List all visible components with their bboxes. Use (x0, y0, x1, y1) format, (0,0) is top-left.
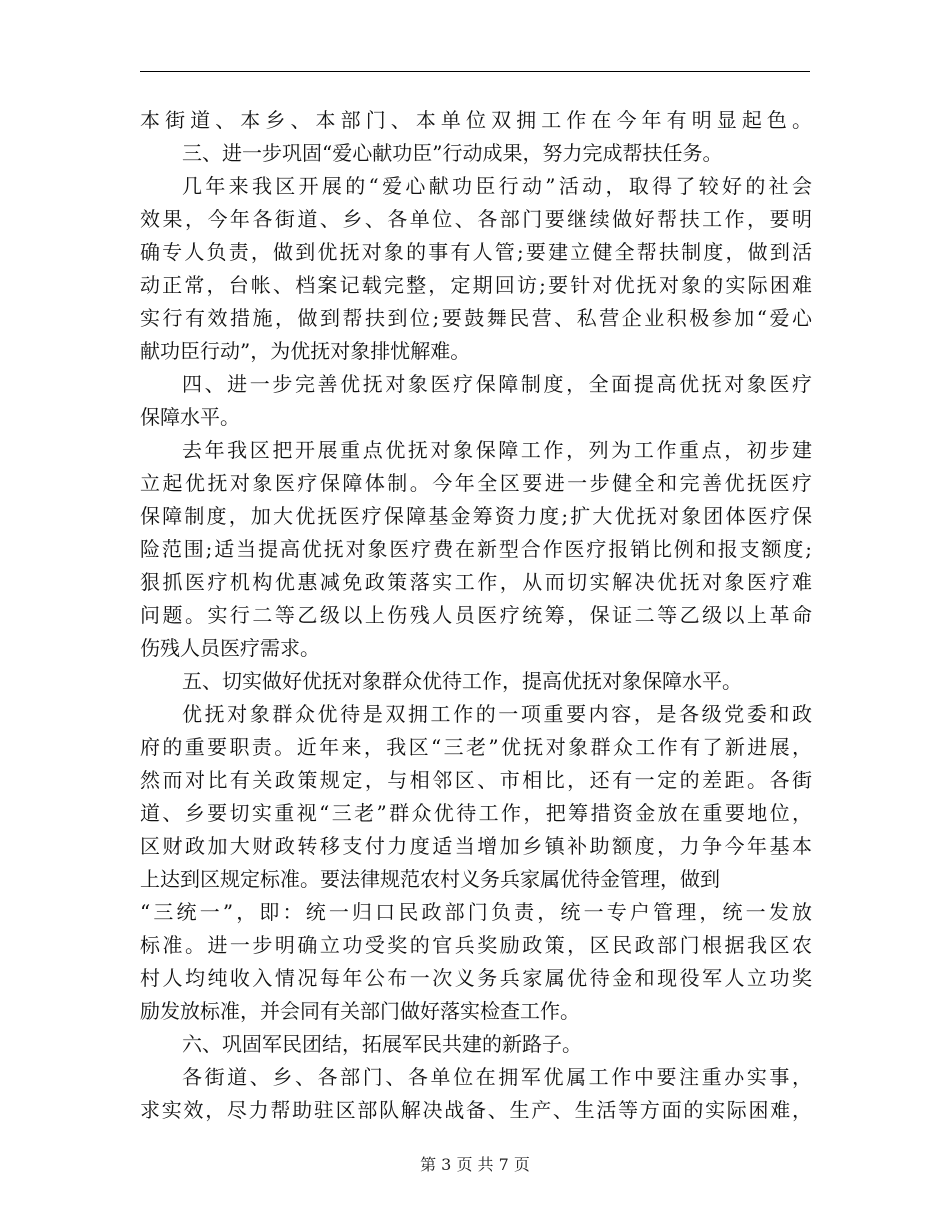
text-line: 府的重要职责。近年来，我区“三老”优抚对象群众工作有了新进展， (140, 735, 812, 759)
text-line: 献功臣行动”，为优抚对象排忧解难。 (140, 339, 471, 363)
text-line: 然而对比有关政策规定，与相邻区、市相比，还有一定的差距。各街 (140, 768, 812, 792)
text-line: 上达到区规定标准。要法律规范农村义务兵家属优待金管理，做到 (140, 867, 720, 891)
text-line: 标准。进一步明确立功受奖的官兵奖励政策，区民政部门根据我区农 (140, 933, 812, 957)
text-line: 效果，今年各街道、乡、各单位、各部门要继续做好帮扶工作，要明 (140, 207, 812, 231)
section-heading: 保障水平。 (140, 405, 240, 429)
page-footer (0, 1152, 950, 1175)
text-line: 确专人负责，做到优抚对象的事有人管;要建立健全帮扶制度，做到活 (140, 240, 812, 264)
text-line: 求实效，尽力帮助驻区部队解决战备、生产、生活等方面的实际困难， (140, 1098, 812, 1122)
text-line: 道、乡要切实重视“三老”群众优待工作，把筹措资金放在重要地位， (140, 801, 812, 825)
header-rule (140, 71, 810, 72)
text-line: 去年我区把开展重点优抚对象保障工作，列为工作重点，初步建 (182, 438, 812, 462)
text-line: 村人均纯收入情况每年公布一次义务兵家属优待金和现役军人立功奖 (140, 966, 812, 990)
text-line: “三统一”，即：统一归口民政部门负责，统一专户管理，统一发放 (140, 900, 812, 924)
section-heading: 三、进一步巩固“爱心献功臣”行动成果，努力完成帮扶任务。 (182, 141, 723, 165)
text-line: 伤残人员医疗需求。 (140, 636, 320, 660)
text-line: 动正常，台帐、档案记载完整，定期回访;要针对优抚对象的实际困难 (140, 273, 812, 297)
page-number-label: 第 3 页 共 7 页 (420, 1155, 530, 1174)
section-heading: 六、巩固军民团结，拓展军民共建的新路子。 (182, 1032, 582, 1056)
text-line: 险范围;适当提高优抚对象医疗费在新型合作医疗报销比例和报支额度; (140, 537, 812, 561)
text-line: 各街道、乡、各部门、各单位在拥军优属工作中要注重办实事， (182, 1065, 812, 1089)
text-line: 几年来我区开展的“爱心献功臣行动”活动，取得了较好的社会 (182, 174, 812, 198)
text-line: 问题。实行二等乙级以上伤残人员医疗统筹，保证二等乙级以上革命 (140, 603, 812, 627)
text-line: 优抚对象群众优待是双拥工作的一项重要内容，是各级党委和政 (182, 702, 812, 726)
text-line: 本街道、本乡、本部门、本单位双拥工作在今年有明显起色。 (140, 108, 812, 132)
text-line: 区财政加大财政转移支付力度适当增加乡镇补助额度，力争今年基本 (140, 834, 812, 858)
text-line: 狠抓医疗机构优惠减免政策落实工作，从而切实解决优抚对象医疗难 (140, 570, 812, 594)
section-heading: 四、进一步完善优抚对象医疗保障制度，全面提高优抚对象医疗 (182, 372, 812, 396)
text-line: 实行有效措施，做到帮扶到位;要鼓舞民营、私营企业积极参加“爱心 (140, 306, 812, 330)
text-line: 励发放标准，并会同有关部门做好落实检查工作。 (140, 999, 580, 1023)
text-line: 立起优抚对象医疗保障体制。今年全区要进一步健全和完善优抚医疗 (140, 471, 812, 495)
document-body (140, 104, 812, 1127)
section-heading: 五、切实做好优抚对象群众优待工作，提高优抚对象保障水平。 (182, 669, 742, 693)
text-line: 保障制度，加大优抚医疗保障基金筹资力度;扩大优抚对象团体医疗保 (140, 504, 812, 528)
